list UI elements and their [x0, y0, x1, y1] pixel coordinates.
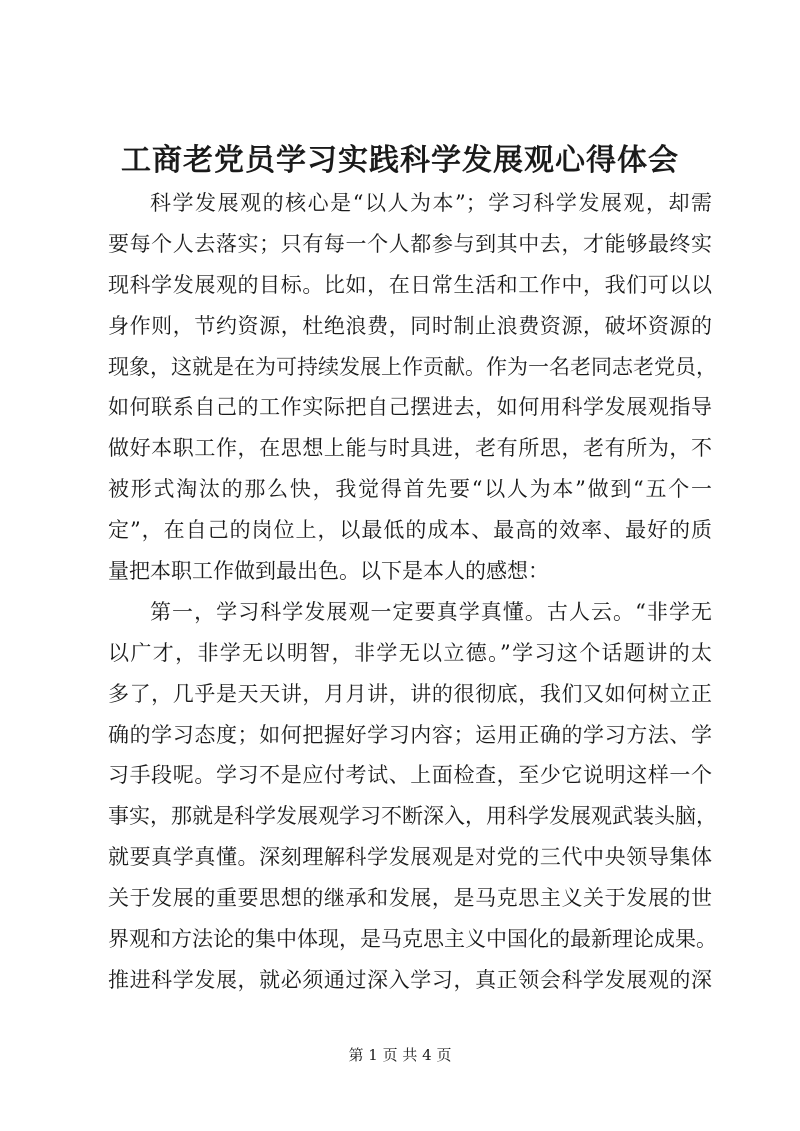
text-line: 做好本职工作，在思想上能与时具进，老有所思，老有所为，不 [108, 436, 712, 461]
text-line: 就要真学真懂。深刻理解科学发展观是对党的三代中央领导集体 [108, 845, 712, 870]
text-line: 定”，在自己的岗位上，以最低的成本、最高的效率、最好的质 [108, 518, 712, 543]
document-title: 工商老党员学习实践科学发展观心得体会 [121, 143, 679, 178]
paragraph-2 [108, 592, 717, 1001]
text-line: 关于发展的重要思想的继承和发展，是马克思主义关于发展的世 [108, 886, 712, 911]
text-line: 量把本职工作做到最出色。以下是本人的感想： [108, 559, 549, 584]
text-line: 习手段呢。学习不是应付考试、上面检查，至少它说明这样一个 [108, 763, 712, 788]
text-line: 推进科学发展，就必须通过深入学习，真正领会科学发展观的深 [108, 967, 712, 992]
text-line: 身作则，节约资源，杜绝浪费，同时制止浪费资源，破坏资源的 [108, 313, 712, 338]
text-line: 现象，这就是在为可持续发展上作贡献。作为一名老同志老党员， [108, 354, 717, 379]
text-line: 科学发展观的核心是“以人为本”；学习科学发展观，却需 [150, 191, 712, 215]
text-line: 第一，学习科学发展观一定要真学真懂。古人云。“非学无 [150, 599, 712, 624]
page-footer: 第 1 页 共 4 页 [348, 1046, 452, 1064]
text-line: 如何联系自己的工作实际把自己摆进去，如何用科学发展观指导 [108, 395, 712, 420]
text-line: 确的学习态度；如何把握好学习内容；运用正确的学习方法、学 [108, 722, 712, 747]
text-line: 被形式淘汰的那么快，我觉得首先要“以人为本”做到“五个一 [108, 477, 712, 502]
document-body [108, 183, 717, 1001]
text-line: 现科学发展观的目标。比如，在日常生活和工作中，我们可以以 [108, 272, 712, 297]
text-line: 界观和方法论的集中体现，是马克思主义中国化的最新理论成果。 [108, 927, 717, 952]
text-line: 事实，那就是科学发展观学习不断深入，用科学发展观武装头脑， [108, 804, 717, 829]
text-line: 以广才，非学无以明智，非学无以立德。”学习这个话题讲的太 [108, 640, 712, 665]
text-line: 多了，几乎是天天讲，月月讲，讲的很彻底，我们又如何树立正 [108, 681, 712, 706]
text-line: 要每个人去落实；只有每一个人都参与到其中去，才能够最终实 [108, 231, 712, 256]
paragraph-1 [108, 183, 717, 592]
